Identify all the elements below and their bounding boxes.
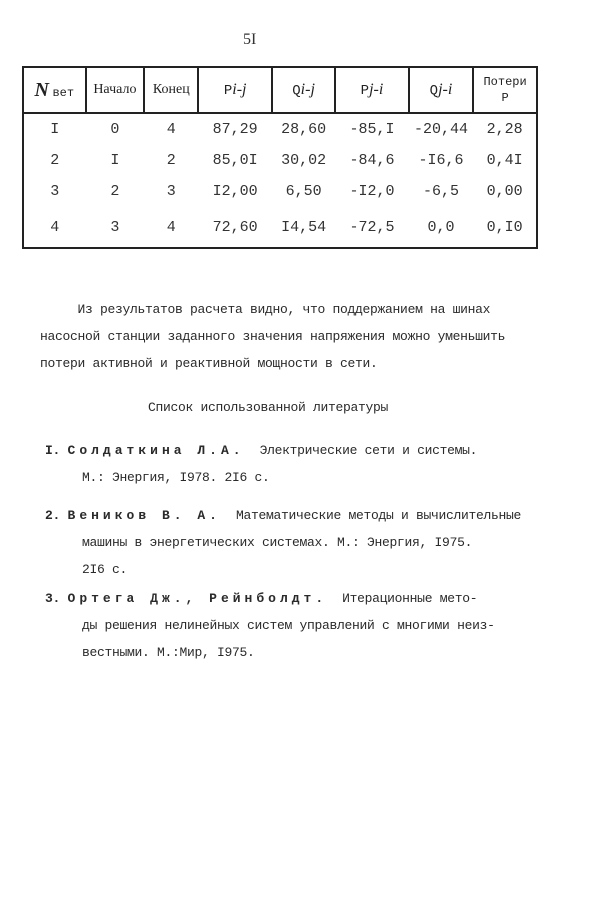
references-title: Список использованной литературы xyxy=(148,400,389,415)
table-row xyxy=(23,176,537,207)
cell-q-ji: 0,0 xyxy=(409,207,473,248)
page-number: 5I xyxy=(243,31,257,48)
paragraph-line: потери активной и реактивной мощности в сети. xyxy=(40,356,378,371)
header-q-ji: Qj-i xyxy=(409,67,473,113)
reference-line: вестными. М.:Мир, I975. xyxy=(82,645,255,660)
cell-p-ji: -I2,0 xyxy=(349,183,395,200)
cell-start: 0 xyxy=(110,121,120,138)
cell-branch: I xyxy=(23,113,86,145)
reference-line: 2I6 с. xyxy=(82,562,128,577)
cell-p-ji: -84,6 xyxy=(349,152,395,169)
paragraph-line: насосной станции заданного значения напряжения можно уменьшить xyxy=(40,329,506,344)
reference-number: 3. xyxy=(45,591,61,606)
header-p-ji: Pj-i xyxy=(335,67,409,113)
cell-q-ij: I4,54 xyxy=(272,207,335,248)
header-losses: Потери P xyxy=(473,67,537,113)
cell-q-ij: 30,02 xyxy=(281,152,327,169)
cell-branch: 3 xyxy=(23,176,86,207)
reference-item xyxy=(45,437,477,491)
cell-end: 2 xyxy=(166,152,176,169)
conclusion-paragraph xyxy=(40,296,560,377)
cell-p-ij: 87,29 xyxy=(212,121,258,138)
reference-item xyxy=(45,502,521,583)
cell-loss: 0,I0 xyxy=(473,207,537,248)
header-q-ij: Qi-j xyxy=(272,67,335,113)
cell-end: 4 xyxy=(166,121,176,138)
reference-line: машины в энергетических системах. М.: Энергия, I975. xyxy=(82,535,473,550)
reference-author: Ортега Дж., Рейнболдт. xyxy=(67,591,328,606)
cell-q-ji: -I6,6 xyxy=(418,152,464,169)
reference-title: Математические методы и вычислительные xyxy=(220,508,522,523)
cell-p-ij: 85,0I xyxy=(212,152,258,169)
reference-line: ды решения нелинейных систем управлений с многими неиз- xyxy=(82,618,495,633)
reference-title: Электрические сети и системы. xyxy=(244,443,478,458)
cell-q-ij: 6,50 xyxy=(285,183,322,200)
cell-p-ji: -72,5 xyxy=(335,207,409,248)
header-start-node: Начало xyxy=(86,67,145,113)
power-flow-table xyxy=(22,66,538,249)
table-header-row xyxy=(23,67,537,113)
cell-q-ij: 28,60 xyxy=(281,121,327,138)
header-branch-number: N вет xyxy=(23,67,86,113)
cell-loss: 0,00 xyxy=(473,176,537,207)
cell-start: I xyxy=(110,152,120,169)
cell-loss: 0,4I xyxy=(473,145,537,176)
cell-branch: 4 xyxy=(23,207,86,248)
cell-start: 2 xyxy=(110,183,120,200)
cell-start: 3 xyxy=(86,207,145,248)
reference-item xyxy=(45,585,495,666)
table-row xyxy=(23,145,537,176)
header-end-node: Конец xyxy=(144,67,198,113)
cell-branch: 2 xyxy=(23,145,86,176)
cell-q-ji: -20,44 xyxy=(413,121,468,138)
reference-number: I. xyxy=(45,443,61,458)
table-row xyxy=(23,207,537,248)
cell-p-ij: 72,60 xyxy=(198,207,272,248)
reference-line: М.: Энергия, I978. 2I6 с. xyxy=(82,470,270,485)
reference-number: 2. xyxy=(45,508,61,523)
reference-author: Веников В. А. xyxy=(67,508,221,523)
cell-p-ij: I2,00 xyxy=(212,183,258,200)
cell-end: 4 xyxy=(144,207,198,248)
header-p-ij: Pi-j xyxy=(198,67,272,113)
cell-p-ji: -85,I xyxy=(349,121,395,138)
reference-title: Итерационные мето- xyxy=(327,591,478,606)
table-row xyxy=(23,113,537,145)
cell-end: 3 xyxy=(166,183,176,200)
cell-q-ji: -6,5 xyxy=(422,183,459,200)
reference-author: Солдаткина Л.А. xyxy=(67,443,245,458)
paragraph-line: Из результатов расчета видно, что поддержанием на шинах xyxy=(40,302,491,317)
cell-loss: 2,28 xyxy=(473,113,537,145)
